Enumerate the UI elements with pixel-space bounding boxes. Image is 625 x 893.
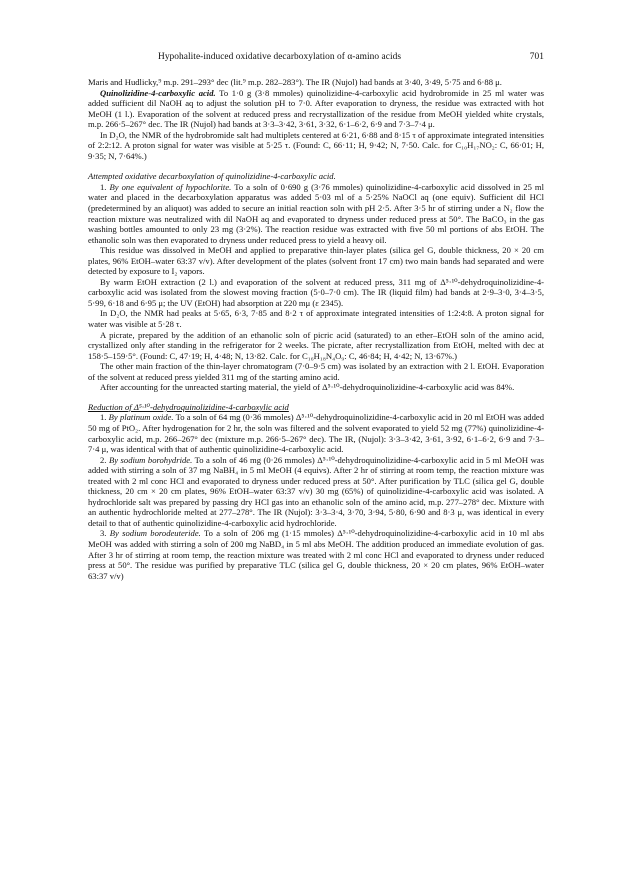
paragraph: In D₂O, the NMR of the hydrobromide salt had multiplets centered at 6·21, 6·88 and 8·15 τ of approximate integrated intensities of 2:2:12. A proton signal for water was visible at 5·25 τ. (Found: C, 66·11; H, 9·42; N, 7·50. Calc. for C₁₀H₁₇NO₂: C, 66·01; H, 9·35; N, 7·64%.) bbox=[88, 129, 544, 161]
page-number: 701 bbox=[529, 52, 544, 62]
section-heading: Reduction of Δ⁵·¹⁰-dehydroquinolizidine-4-carboxylic acid bbox=[88, 401, 289, 412]
paragraph: 1. By one equivalent of hypochlorite. To a soln of 0·690 g (3·76 mmoles) quinolizidine-4-carboxylic acid dissolved in 25 ml water and placed in the decarboxylation apparatus was added 5·03 ml of a 5·25% NaOCl aq (one equiv). Sufficient dil HCl (predetermined by an aliquot) was added to secure an initial reaction soln with pH 2·5. After 3·5 hr of stirring under a N₂ flow the reaction mixture was neutralized with dil NaOH aq and evaporated to dryness under reduced press at 50°. The BaCO₃ in the gas washing bottles amounted to only 23 mg (3·2%). The reaction residue was extracted with five 50 ml portions of abs EtOH. The ethanolic soln was then evaporated to dryness under reduced press to yield a heavy oil. bbox=[88, 181, 545, 245]
paragraph: By warm EtOH extraction (2 l.) and evaporation of the solvent at reduced press, 311 mg of Δ⁵·¹⁰-dehydroquinolizidine-4-carboxylic acid was isolated from the slowest moving fraction (5·0–7·0 cm). The IR (liquid film) had bands at 2·9–3·0, 3·4–3·5, 5·99, 6·18 and 6·95 μ; the UV (EtOH) had absorption at 220 mμ (ε 2345). bbox=[88, 276, 544, 308]
section-heading: Attempted oxidative decarboxylation of quinolizidine-4-carboxylic acid. bbox=[88, 171, 336, 182]
paragraph: 2. By sodium borohydride. To a soln of 46 mg (0·26 mmoles) Δ⁵·¹⁰-dehydroquinolizidine-4-carboxylic acid in 5 ml MeOH was added with stirring a soln of 37 mg NaBH₄ in 5 ml MeOH (4 equivs). After 2 hr of stirring at room temp, the reaction mixture was treated with 2 ml conc HCl and evaporated to dryness under reduced press at 50°. After purification by TLC (silica gel G, double thickness, 20 cm × 20 cm plates, 96% EtOH–water 63:37 v/v) 30 mg (65%) of quinolizidine-4-carboxylic acid was isolated. A hydrochloride salt was prepared by passing dry HCl gas into an ethanolic soln of the amino acid, m.p. 277–278° dec. Mixture with an authentic hydrochloride melted at 277–278°. The IR (Nujol): 3·3–3·4, 3·70, 3·94, 5·80, 6·90 and 8·3 μ, was identical in every detail to that of authentic quinolizidine-4-carboxylic acid hydrochloride. bbox=[88, 454, 544, 528]
paragraph: 1. By platinum oxide. To a soln of 64 mg (0·36 mmoles) Δ⁵·¹⁰-dehydroquinolizidine-4-carboxylic acid in 20 ml EtOH was added 50 mg of PtO₂. After hydrogenation for 2 hr, the soln was filtered and the solvent evaporated to yield 52 mg (77%) quinolizidine-4-carboxylic acid, m.p. 266–267° dec (mixture m.p. 266·5–267° dec). The IR, (Nujol): 3·3–3·42, 3·61, 3·92, 6·1–6·2, 6·9 and 7·3–7·4 μ, was identical with that of authentic quinolizidine-4-carboxylic acid. bbox=[88, 412, 545, 455]
paragraph: This residue was dissolved in MeOH and applied to preparative thin-layer plates (silica gel G, double thickness, 20 × 20 cm plates, 96% EtOH–water 63:37 v/v). After development of the plates (solvent front 17 cm) two main bands had separated and were detected by exposure to I₂ vapors. bbox=[88, 245, 544, 277]
paragraph: 3. By sodium borodeuteride. To a soln of 206 mg (1·15 mmoles) Δ⁵·¹⁰-dehydroquinolizidine-4-carboxylic acid in 10 ml abs MeOH was added with stirring a soln of 200 mg NaBD₄ in 5 ml abs MeOH. The addition produced an immediate evolution of gas. After 3 hr of stirring at room temp, the reaction mixture was treated with 2 ml conc HCl and evaporated to dryness under reduced press at 50°. The residue was purified by preparative TLC (silica gel G, double thickness, 20 × 20 cm plates, 96% EtOH–water 63:37 v/v) bbox=[88, 528, 545, 581]
running-header bbox=[88, 52, 544, 66]
paragraph: In D₂O, the NMR had peaks at 5·65, 6·3, 7·85 and 8·2 τ of approximate integrated intensities of 1:2:4:8. A proton signal for water was visible at 5·28 τ. bbox=[88, 308, 544, 330]
paragraph: A picrate, prepared by the addition of an ethanolic soln of picric acid (saturated) to an ether–EtOH soln of the amino acid, crystallized only after standing in the refrigerator for 2 weeks. The picrate, after recrystallization from EtOH, melted with dec at 158·5–159·5°. (Found: C, 47·19; H, 4·48; N, 13·82. Calc. for C₁₆H₁₈N₄O₉: C, 46·84; H, 4·42; N, 13·67%.) bbox=[88, 329, 544, 361]
paragraph: After accounting for the unreacted starting material, the yield of Δ⁵·¹⁰-dehydroquinolizidine-4-carboxylic acid was 84%. bbox=[100, 382, 515, 393]
paragraph: Maris and Hudlicky,⁹ m.p. 291–293° dec (lit.⁹ m.p. 282–283°). The IR (Nujol) had bands at 3·40, 3·49, 5·75 and 6·88 μ. bbox=[88, 77, 502, 87]
paragraph: Quinolizidine-4-carboxylic acid. To 1·0 g (3·8 mmoles) quinolizidine-4-carboxylic acid hydrobromide in 25 ml water was added sufficient dil NaOH aq to adjust the solution pH to 7·0. After evaporation to dryness, the residue was extracted with hot MeOH (1 l.). Evaporation of the solvent at reduced press and recrystallization of the residue from MeOH yielded white crystals, m.p. 266·5–267° dec. The IR (Nujol) had bands at 3·3–3·42, 3·61, 3·32, 6·1–6·2, 6·9 and 7·3–7·4 μ. bbox=[88, 87, 544, 130]
journal-page bbox=[88, 52, 544, 581]
article-body bbox=[88, 77, 544, 581]
paragraph: The other main fraction of the thin-layer chromatogram (7·0–9·5 cm) was isolated by an extraction with 2 l. EtOH. Evaporation of the solvent at reduced press yielded 311 mg of the starting amino acid. bbox=[88, 361, 544, 382]
running-title: Hypohalite-induced oxidative decarboxylation of α-amino acids bbox=[158, 52, 402, 62]
